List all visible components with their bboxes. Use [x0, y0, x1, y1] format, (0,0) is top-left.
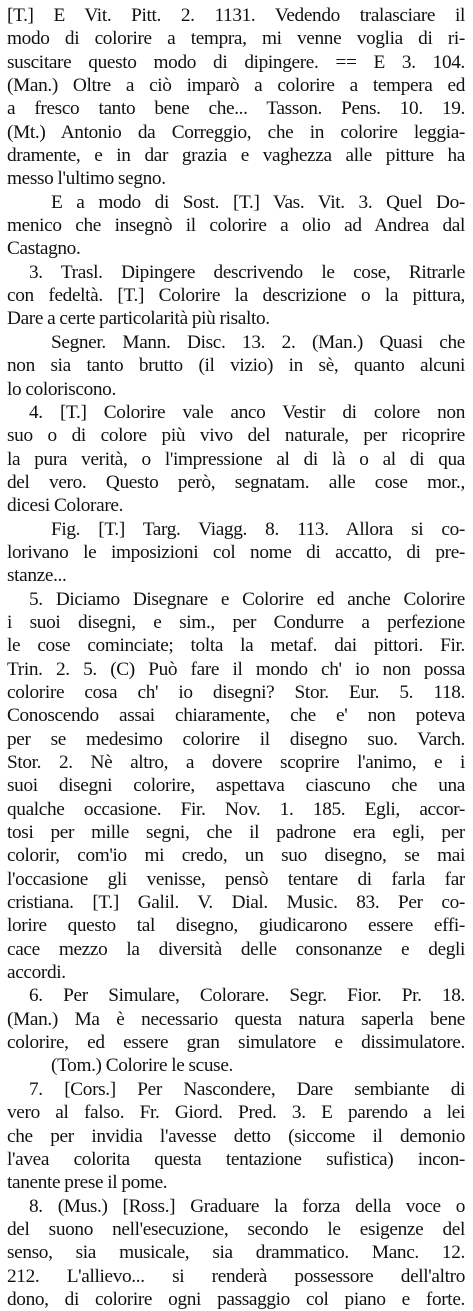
entry-text-body [7, 4, 465, 1311]
text-line: (Mt.) Antonio da Correggio, che in colorire leggia- [7, 121, 465, 143]
text-line: suo o di colore più vivo del naturale, per ricoprire [7, 425, 465, 447]
text-line: per se medesimo colorire il disegno suo. Varch. [7, 728, 465, 750]
text-line: 212. L'allievo... si renderà possessore dell'altro [7, 1265, 465, 1287]
text-line: 8. (Mus.) [Ross.] Graduare la forza della voce o [29, 1195, 465, 1217]
text-line: 6. Per Simulare, Colorare. Segr. Fior. Pr. 18. [29, 985, 465, 1007]
text-line: vero al falso. Fr. Giord. Pred. 3. E parendo a lei [7, 1102, 465, 1124]
text-line: 5. Diciamo Disegnare e Colorire ed anche Colorire [29, 588, 465, 610]
text-line: del vero. Questo però, segnatam. alle cose mor., [7, 471, 465, 493]
text-line: Dare a certe particolarità più risalto. [7, 308, 270, 330]
text-line: Fig. [T.] Targ. Viagg. 8. 113. Allora si co- [51, 518, 465, 540]
text-line: modo di colorire a tempra, mi venne voglia di ri- [7, 28, 465, 50]
text-line: i suoi disegni, e sim., per Condurre a perfezione [7, 611, 465, 633]
text-line: colorir, com'io mi credo, un suo disegno, se mai [7, 845, 465, 867]
text-line: accordi. [7, 962, 66, 984]
text-line: (Tom.) Colorire le scuse. [51, 1055, 233, 1077]
text-line: suoi disegni colorire, aspettava ciascuno che una [7, 775, 465, 797]
text-line: non sia tanto brutto (il vizio) in sè, quanto alcuni [7, 355, 465, 377]
text-line: che per invidia l'avesse detto (siccome il demonio [7, 1125, 465, 1147]
text-line: a fresco tanto bene che... Tasson. Pens. 10. 19. [7, 98, 465, 120]
text-line: (Man.) Oltre a ciò imparò a colorire a tempera ed [7, 75, 465, 97]
text-line: dicesi Colorare. [7, 495, 124, 517]
text-line: colorire, ed essere gran simulatore e dissimulatore. [7, 1032, 465, 1054]
text-line: l'avea colorita questa tentazione sufistica) incon- [7, 1148, 465, 1170]
text-line: cristiana. [T.] Galil. V. Dial. Music. 83. Per co- [7, 892, 465, 914]
text-line: dono, di colorire ogni passaggio col piano e forte. [7, 1288, 465, 1310]
text-line: (Man.) Ma è necessario questa natura saperla bene [7, 1008, 465, 1030]
text-line: messo l'ultimo segno. [7, 168, 166, 190]
text-line: Stor. 2. Nè altro, a dovere scoprire l'animo, e i [7, 752, 465, 773]
text-line: le cose cominciate; tolta la metaf. dai pittori. Fir. [7, 635, 465, 657]
text-line: [T.] E Vit. Pitt. 2. 1131. Vedendo tralasciare il [7, 5, 465, 26]
text-line: E a modo di Sost. [T.] Vas. Vit. 3. Quel Do- [51, 191, 465, 213]
text-line: menico che insegnò il colorire a olio ad Andrea dal [7, 215, 465, 237]
text-line: cace mezzo la diversità delle consonanze e degli [7, 938, 465, 960]
text-line: 4. [T.] Colorire vale anco Vestir di colore non [29, 401, 465, 423]
text-line: stanze... [7, 565, 67, 587]
text-line: Segner. Mann. Disc. 13. 2. (Man.) Quasi che [51, 331, 465, 353]
text-line: del suono nell'esecuzione, secondo le esigenze del [7, 1218, 465, 1240]
text-line: dramente, e in dar grazia e vaghezza alle pitture ha [7, 145, 465, 167]
text-line: la pura verità, o l'impressione al di là o al di qua [7, 448, 465, 470]
text-line: lorire questo tal disegno, giudicarono essere effi- [7, 915, 465, 937]
text-line: suscitare questo modo di dipingere. == E 3. 104. [7, 51, 465, 73]
text-line: qualche occasione. Fir. Nov. 1. 185. Egli, accor- [7, 798, 465, 820]
text-line: 7. [Cors.] Per Nascondere, Dare sembiante di [29, 1078, 465, 1100]
text-line: l'occasione gli venisse, pensò tentare di farla far [7, 868, 465, 890]
text-line: colorire cosa ch' io disegni? Stor. Eur. 5. 118. [7, 681, 465, 703]
text-line: Conoscendo assai chiaramente, che e' non poteva [7, 705, 465, 727]
text-line: lo coloriscono. [7, 378, 116, 400]
text-line: senso, sia musicale, sia drammatico. Manc. 12. [7, 1242, 465, 1264]
text-line: tosi per mille segni, che il padrone era egli, per [7, 822, 465, 844]
text-line: Castagno. [7, 238, 81, 260]
text-line: Trin. 2. 5. (C) Può fare il mondo ch' io non possa [7, 658, 465, 680]
text-line: 3. Trasl. Dipingere descrivendo le cose, Ritrarle [29, 261, 465, 283]
text-line: tanente prese il pome. [7, 1172, 168, 1194]
text-line: lorivano le imposizioni col nome di accatto, di pre- [7, 541, 465, 563]
text-line: con fedeltà. [T.] Colorire la descrizione o la pittura, [7, 285, 465, 307]
